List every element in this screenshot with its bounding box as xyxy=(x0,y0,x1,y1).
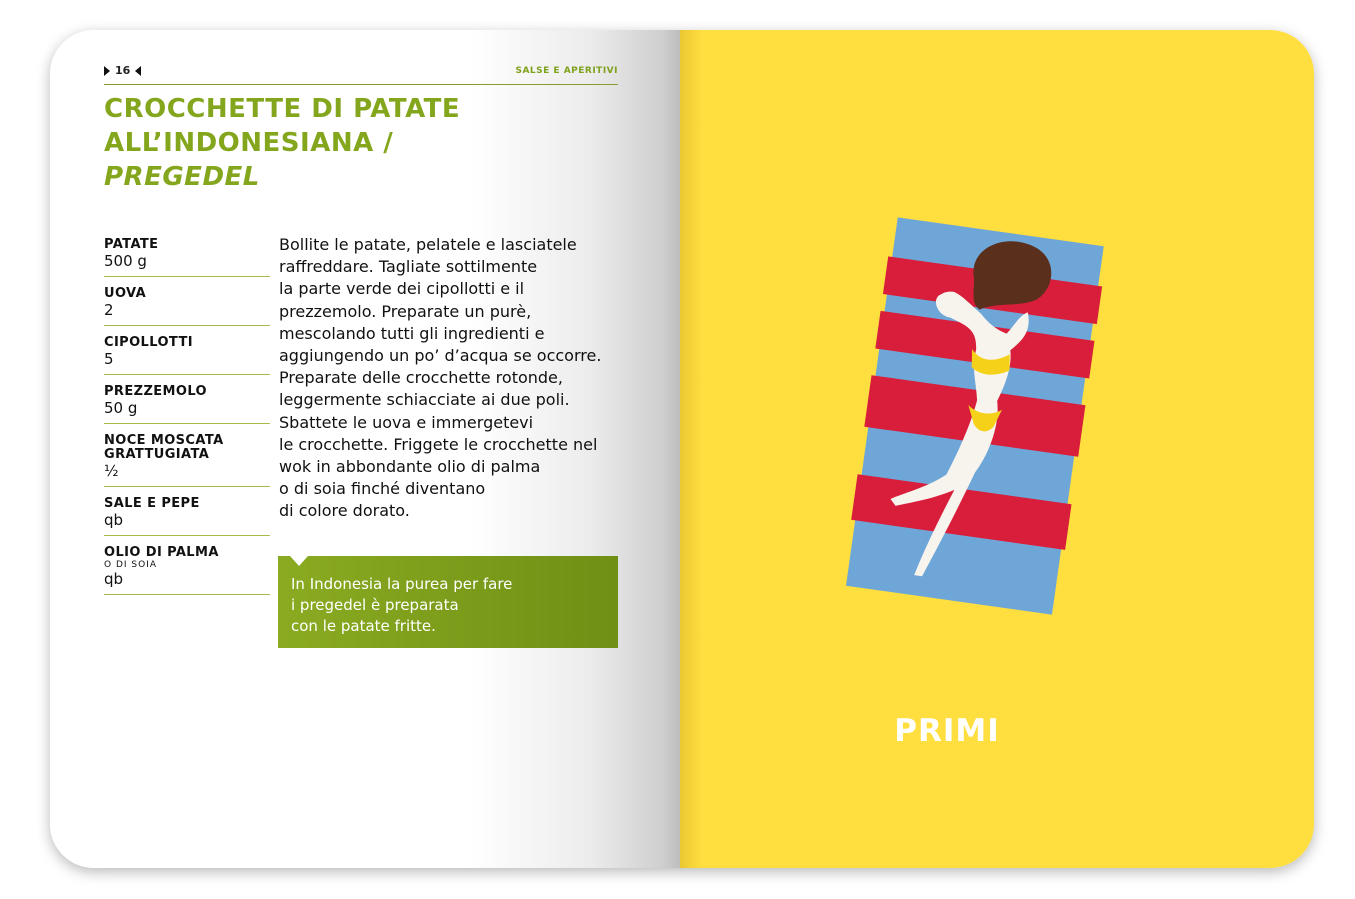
ingredient-quantity: ½ xyxy=(104,462,119,480)
ingredient-item xyxy=(104,434,270,487)
tip-pointer-icon xyxy=(290,556,308,566)
ingredient-name: CIPOLLOTTI xyxy=(104,335,193,350)
ingredient-item xyxy=(104,385,270,424)
recipe-instructions: Bollite le patate, pelatele e lasciatele raffreddare. Tagliate sottilmente la parte verde dei cipollotti e il prezzemolo. Preparate un purè, mescolando tutti gli ingredienti e aggiungendo un po’ d’acqua se occorre. Preparate delle crocchette rotonde, leggermente schiacciate ai due poli. Sbattete le uova e immergetevi le crocchette. Friggete le crocchette nel wok in abbondante olio di palma o di soia finché diventano di colore dorato. xyxy=(279,235,602,521)
ingredient-quantity: 500 g xyxy=(104,252,147,270)
ingredient-quantity: qb xyxy=(104,511,124,529)
left-page xyxy=(50,30,680,868)
ingredient-quantity: 5 xyxy=(104,350,114,368)
page-number xyxy=(104,64,141,77)
ingredient-item xyxy=(104,497,270,536)
tip-box xyxy=(278,556,618,648)
ingredient-quantity: qb xyxy=(104,570,124,588)
triangle-left-icon xyxy=(135,66,141,76)
ingredient-name: OLIO DI PALMA xyxy=(104,545,219,560)
recipe-title xyxy=(104,92,624,194)
triangle-right-icon xyxy=(104,66,110,76)
sunbather-illustration xyxy=(805,210,1145,620)
ingredient-name: NOCE MOSCATA GRATTUGIATA xyxy=(104,433,224,462)
page-number-text: 16 xyxy=(115,64,131,77)
ingredient-quantity: 2 xyxy=(104,301,114,319)
ingredient-name: PREZZEMOLO xyxy=(104,384,208,399)
ingredient-item xyxy=(104,238,270,277)
ingredients-list xyxy=(104,238,270,605)
ingredient-item xyxy=(104,546,270,595)
ingredient-name: UOVA xyxy=(104,286,147,301)
section-title: PRIMI xyxy=(894,713,1000,749)
ingredient-name: SALE E PEPE xyxy=(104,496,200,511)
ingredient-note: O DI SOIA xyxy=(104,560,157,570)
ingredient-quantity: 50 g xyxy=(104,399,138,417)
title-line-2: ALL’INDONESIANA / xyxy=(104,128,394,158)
section-name: SALSE E APERITIVI xyxy=(515,66,618,76)
page-header xyxy=(104,64,618,85)
tip-text: In Indonesia la purea per fare i pregedel è preparata con le patate fritte. xyxy=(291,575,513,635)
ingredient-item xyxy=(104,336,270,375)
title-line-1: CROCCHETTE DI PATATE xyxy=(104,94,461,124)
ingredient-name: PATATE xyxy=(104,237,159,252)
title-line-3: PREGEDEL xyxy=(104,162,260,192)
ingredient-item xyxy=(104,287,270,326)
